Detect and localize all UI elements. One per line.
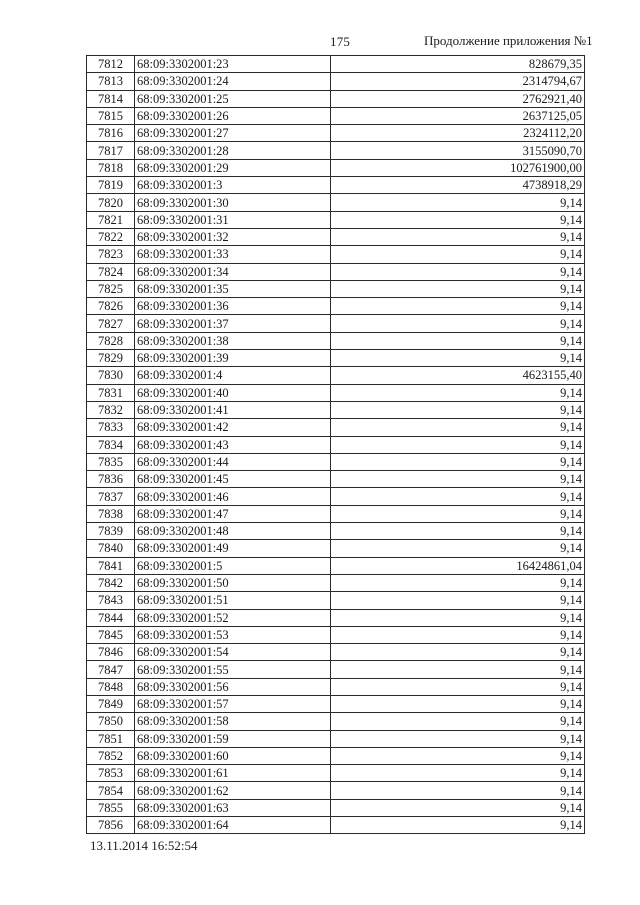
cadastral-value-cell: 9,14 bbox=[331, 713, 585, 730]
table-row bbox=[87, 557, 585, 574]
table-row bbox=[87, 695, 585, 712]
row-number-cell: 7820 bbox=[87, 194, 135, 211]
row-number-cell: 7825 bbox=[87, 280, 135, 297]
cadastral-value-cell: 9,14 bbox=[331, 332, 585, 349]
row-number-cell: 7839 bbox=[87, 523, 135, 540]
cadastral-value-table bbox=[86, 55, 585, 834]
cadastral-value-cell: 4623155,40 bbox=[331, 367, 585, 384]
cadastral-value-cell: 9,14 bbox=[331, 540, 585, 557]
cadastral-number-cell: 68:09:3302001:32 bbox=[135, 228, 331, 245]
cadastral-number-cell: 68:09:3302001:61 bbox=[135, 765, 331, 782]
table-row bbox=[87, 436, 585, 453]
cadastral-value-cell: 9,14 bbox=[331, 505, 585, 522]
cadastral-value-cell: 9,14 bbox=[331, 436, 585, 453]
row-number-cell: 7848 bbox=[87, 678, 135, 695]
cadastral-value-cell: 9,14 bbox=[331, 211, 585, 228]
table-row bbox=[87, 194, 585, 211]
data-table-container bbox=[86, 55, 584, 834]
cadastral-value-cell: 9,14 bbox=[331, 488, 585, 505]
table-row bbox=[87, 159, 585, 176]
cadastral-value-cell: 9,14 bbox=[331, 644, 585, 661]
cadastral-number-cell: 68:09:3302001:23 bbox=[135, 56, 331, 73]
row-number-cell: 7819 bbox=[87, 177, 135, 194]
cadastral-number-cell: 68:09:3302001:59 bbox=[135, 730, 331, 747]
cadastral-number-cell: 68:09:3302001:48 bbox=[135, 523, 331, 540]
cadastral-value-cell: 9,14 bbox=[331, 626, 585, 643]
cadastral-value-cell: 9,14 bbox=[331, 730, 585, 747]
table-row bbox=[87, 332, 585, 349]
cadastral-number-cell: 68:09:3302001:51 bbox=[135, 592, 331, 609]
cadastral-value-cell: 9,14 bbox=[331, 574, 585, 591]
cadastral-value-cell: 9,14 bbox=[331, 799, 585, 816]
row-number-cell: 7813 bbox=[87, 73, 135, 90]
cadastral-number-cell: 68:09:3302001:38 bbox=[135, 332, 331, 349]
cadastral-number-cell: 68:09:3302001:35 bbox=[135, 280, 331, 297]
cadastral-value-cell: 9,14 bbox=[331, 592, 585, 609]
row-number-cell: 7824 bbox=[87, 263, 135, 280]
cadastral-number-cell: 68:09:3302001:44 bbox=[135, 453, 331, 470]
table-row bbox=[87, 228, 585, 245]
table-row bbox=[87, 609, 585, 626]
cadastral-number-cell: 68:09:3302001:52 bbox=[135, 609, 331, 626]
cadastral-number-cell: 68:09:3302001:41 bbox=[135, 401, 331, 418]
row-number-cell: 7812 bbox=[87, 56, 135, 73]
cadastral-value-cell: 2637125,05 bbox=[331, 107, 585, 124]
cadastral-number-cell: 68:09:3302001:4 bbox=[135, 367, 331, 384]
row-number-cell: 7838 bbox=[87, 505, 135, 522]
table-row bbox=[87, 125, 585, 142]
cadastral-value-cell: 9,14 bbox=[331, 609, 585, 626]
row-number-cell: 7828 bbox=[87, 332, 135, 349]
row-number-cell: 7850 bbox=[87, 713, 135, 730]
row-number-cell: 7851 bbox=[87, 730, 135, 747]
table-row bbox=[87, 817, 585, 834]
cadastral-number-cell: 68:09:3302001:31 bbox=[135, 211, 331, 228]
cadastral-value-cell: 2762921,40 bbox=[331, 90, 585, 107]
row-number-cell: 7847 bbox=[87, 661, 135, 678]
row-number-cell: 7853 bbox=[87, 765, 135, 782]
cadastral-number-cell: 68:09:3302001:30 bbox=[135, 194, 331, 211]
row-number-cell: 7826 bbox=[87, 298, 135, 315]
table-row bbox=[87, 142, 585, 159]
row-number-cell: 7815 bbox=[87, 107, 135, 124]
cadastral-value-cell: 828679,35 bbox=[331, 56, 585, 73]
cadastral-number-cell: 68:09:3302001:42 bbox=[135, 419, 331, 436]
row-number-cell: 7818 bbox=[87, 159, 135, 176]
row-number-cell: 7823 bbox=[87, 246, 135, 263]
row-number-cell: 7856 bbox=[87, 817, 135, 834]
cadastral-value-cell: 102761900,00 bbox=[331, 159, 585, 176]
cadastral-value-cell: 9,14 bbox=[331, 280, 585, 297]
cadastral-value-cell: 9,14 bbox=[331, 419, 585, 436]
cadastral-number-cell: 68:09:3302001:28 bbox=[135, 142, 331, 159]
table-row bbox=[87, 298, 585, 315]
table-row bbox=[87, 384, 585, 401]
cadastral-value-cell: 9,14 bbox=[331, 661, 585, 678]
cadastral-number-cell: 68:09:3302001:43 bbox=[135, 436, 331, 453]
row-number-cell: 7827 bbox=[87, 315, 135, 332]
row-number-cell: 7834 bbox=[87, 436, 135, 453]
appendix-continuation-title: Продолжение приложения №1 bbox=[424, 33, 593, 48]
cadastral-value-cell: 9,14 bbox=[331, 523, 585, 540]
row-number-cell: 7841 bbox=[87, 557, 135, 574]
row-number-cell: 7832 bbox=[87, 401, 135, 418]
row-number-cell: 7814 bbox=[87, 90, 135, 107]
cadastral-number-cell: 68:09:3302001:25 bbox=[135, 90, 331, 107]
table-row bbox=[87, 367, 585, 384]
table-row bbox=[87, 661, 585, 678]
row-number-cell: 7816 bbox=[87, 125, 135, 142]
cadastral-number-cell: 68:09:3302001:64 bbox=[135, 817, 331, 834]
cadastral-number-cell: 68:09:3302001:24 bbox=[135, 73, 331, 90]
table-row bbox=[87, 280, 585, 297]
cadastral-value-cell: 2324112,20 bbox=[331, 125, 585, 142]
cadastral-value-cell: 9,14 bbox=[331, 453, 585, 470]
cadastral-number-cell: 68:09:3302001:55 bbox=[135, 661, 331, 678]
row-number-cell: 7836 bbox=[87, 471, 135, 488]
cadastral-number-cell: 68:09:3302001:54 bbox=[135, 644, 331, 661]
row-number-cell: 7829 bbox=[87, 350, 135, 367]
cadastral-number-cell: 68:09:3302001:60 bbox=[135, 747, 331, 764]
table-body bbox=[87, 56, 585, 834]
row-number-cell: 7817 bbox=[87, 142, 135, 159]
cadastral-number-cell: 68:09:3302001:26 bbox=[135, 107, 331, 124]
table-row bbox=[87, 177, 585, 194]
table-row bbox=[87, 592, 585, 609]
cadastral-number-cell: 68:09:3302001:50 bbox=[135, 574, 331, 591]
row-number-cell: 7822 bbox=[87, 228, 135, 245]
cadastral-value-cell: 9,14 bbox=[331, 401, 585, 418]
table-row bbox=[87, 73, 585, 90]
table-row bbox=[87, 765, 585, 782]
cadastral-value-cell: 9,14 bbox=[331, 782, 585, 799]
table-row bbox=[87, 350, 585, 367]
cadastral-value-cell: 9,14 bbox=[331, 817, 585, 834]
cadastral-number-cell: 68:09:3302001:27 bbox=[135, 125, 331, 142]
table-row bbox=[87, 56, 585, 73]
row-number-cell: 7845 bbox=[87, 626, 135, 643]
cadastral-value-cell: 9,14 bbox=[331, 298, 585, 315]
cadastral-number-cell: 68:09:3302001:39 bbox=[135, 350, 331, 367]
cadastral-value-cell: 9,14 bbox=[331, 695, 585, 712]
cadastral-number-cell: 68:09:3302001:29 bbox=[135, 159, 331, 176]
cadastral-number-cell: 68:09:3302001:45 bbox=[135, 471, 331, 488]
table-row bbox=[87, 315, 585, 332]
cadastral-number-cell: 68:09:3302001:47 bbox=[135, 505, 331, 522]
cadastral-number-cell: 68:09:3302001:57 bbox=[135, 695, 331, 712]
table-row bbox=[87, 419, 585, 436]
cadastral-value-cell: 3155090,70 bbox=[331, 142, 585, 159]
table-row bbox=[87, 799, 585, 816]
row-number-cell: 7844 bbox=[87, 609, 135, 626]
cadastral-number-cell: 68:09:3302001:37 bbox=[135, 315, 331, 332]
table-row bbox=[87, 782, 585, 799]
cadastral-number-cell: 68:09:3302001:63 bbox=[135, 799, 331, 816]
table-row bbox=[87, 540, 585, 557]
row-number-cell: 7855 bbox=[87, 799, 135, 816]
row-number-cell: 7854 bbox=[87, 782, 135, 799]
cadastral-value-cell: 9,14 bbox=[331, 228, 585, 245]
table-row bbox=[87, 713, 585, 730]
row-number-cell: 7840 bbox=[87, 540, 135, 557]
cadastral-value-cell: 9,14 bbox=[331, 246, 585, 263]
table-row bbox=[87, 574, 585, 591]
cadastral-number-cell: 68:09:3302001:34 bbox=[135, 263, 331, 280]
cadastral-value-cell: 4738918,29 bbox=[331, 177, 585, 194]
cadastral-value-cell: 9,14 bbox=[331, 194, 585, 211]
cadastral-value-cell: 16424861,04 bbox=[331, 557, 585, 574]
table-row bbox=[87, 488, 585, 505]
cadastral-value-cell: 9,14 bbox=[331, 747, 585, 764]
row-number-cell: 7830 bbox=[87, 367, 135, 384]
table-row bbox=[87, 730, 585, 747]
table-row bbox=[87, 107, 585, 124]
cadastral-value-cell: 2314794,67 bbox=[331, 73, 585, 90]
cadastral-value-cell: 9,14 bbox=[331, 350, 585, 367]
row-number-cell: 7852 bbox=[87, 747, 135, 764]
table-row bbox=[87, 246, 585, 263]
cadastral-number-cell: 68:09:3302001:5 bbox=[135, 557, 331, 574]
table-row bbox=[87, 644, 585, 661]
row-number-cell: 7842 bbox=[87, 574, 135, 591]
cadastral-number-cell: 68:09:3302001:56 bbox=[135, 678, 331, 695]
table-row bbox=[87, 523, 585, 540]
page-number: 175 bbox=[330, 34, 351, 49]
cadastral-value-cell: 9,14 bbox=[331, 471, 585, 488]
cadastral-value-cell: 9,14 bbox=[331, 678, 585, 695]
table-row bbox=[87, 626, 585, 643]
cadastral-number-cell: 68:09:3302001:3 bbox=[135, 177, 331, 194]
cadastral-value-cell: 9,14 bbox=[331, 765, 585, 782]
table-row bbox=[87, 263, 585, 280]
cadastral-value-cell: 9,14 bbox=[331, 315, 585, 332]
cadastral-number-cell: 68:09:3302001:40 bbox=[135, 384, 331, 401]
cadastral-value-cell: 9,14 bbox=[331, 384, 585, 401]
row-number-cell: 7843 bbox=[87, 592, 135, 609]
cadastral-number-cell: 68:09:3302001:33 bbox=[135, 246, 331, 263]
footer-timestamp: 13.11.2014 16:52:54 bbox=[90, 838, 198, 853]
cadastral-number-cell: 68:09:3302001:58 bbox=[135, 713, 331, 730]
cadastral-number-cell: 68:09:3302001:53 bbox=[135, 626, 331, 643]
table-row bbox=[87, 747, 585, 764]
cadastral-number-cell: 68:09:3302001:62 bbox=[135, 782, 331, 799]
cadastral-number-cell: 68:09:3302001:46 bbox=[135, 488, 331, 505]
row-number-cell: 7846 bbox=[87, 644, 135, 661]
cadastral-value-cell: 9,14 bbox=[331, 263, 585, 280]
row-number-cell: 7821 bbox=[87, 211, 135, 228]
row-number-cell: 7835 bbox=[87, 453, 135, 470]
table-row bbox=[87, 678, 585, 695]
cadastral-number-cell: 68:09:3302001:49 bbox=[135, 540, 331, 557]
row-number-cell: 7837 bbox=[87, 488, 135, 505]
table-row bbox=[87, 401, 585, 418]
table-row bbox=[87, 505, 585, 522]
cadastral-number-cell: 68:09:3302001:36 bbox=[135, 298, 331, 315]
row-number-cell: 7831 bbox=[87, 384, 135, 401]
table-row bbox=[87, 211, 585, 228]
row-number-cell: 7833 bbox=[87, 419, 135, 436]
table-row bbox=[87, 453, 585, 470]
table-row bbox=[87, 471, 585, 488]
table-row bbox=[87, 90, 585, 107]
row-number-cell: 7849 bbox=[87, 695, 135, 712]
